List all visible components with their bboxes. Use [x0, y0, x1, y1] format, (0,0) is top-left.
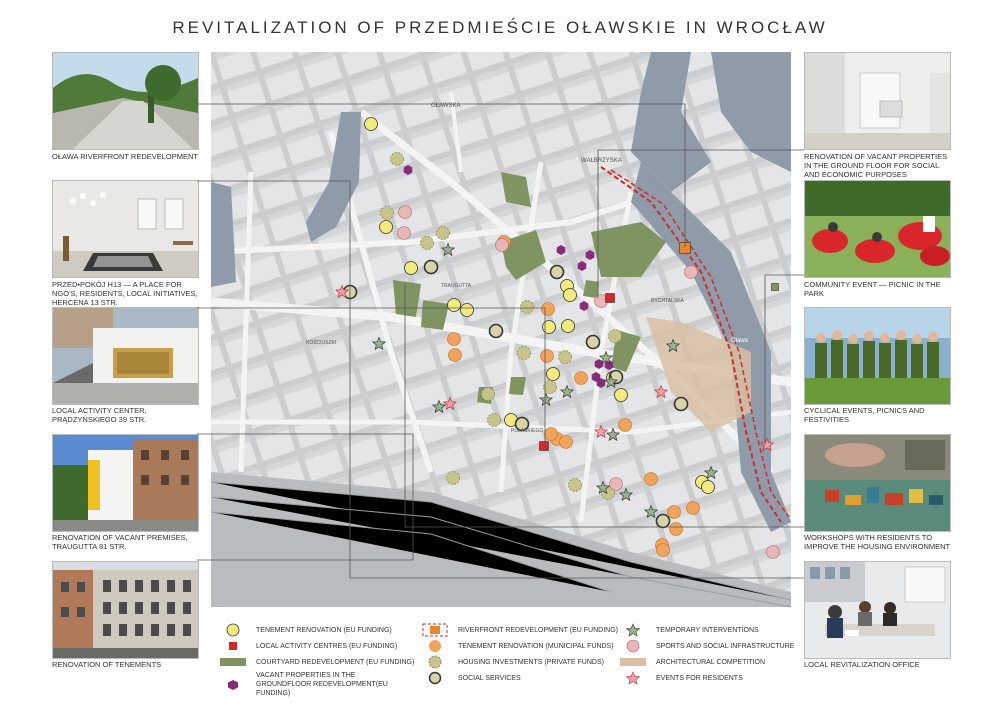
street-label-walbrzyska: WAŁBRZYSKA	[581, 158, 622, 164]
legend-label: ARCHITECTURAL COMPETITION	[656, 658, 766, 666]
street-label-traugutta: TRAUGUTTA	[441, 283, 472, 289]
legend-label: TEMPORARY INTERVENTIONS	[656, 626, 759, 634]
dark-ring-circle-icon	[422, 671, 448, 685]
street-label-kosciuszki: KOŚCIUSZKI	[306, 340, 337, 346]
caption-vacant-properties: RENOVATION OF VACANT PROPERTIES IN THE GROUND FLOOR FOR SOCIAL AND ECONOMIC PURPOSES	[804, 152, 948, 179]
caption-workshops: WORKSHOPS WITH RESIDENTS TO IMPROVE THE HOUSING ENVIRONMENT	[804, 533, 951, 551]
legend-label: SPORTS AND SOCIAL INFRASTRUCTURE	[656, 642, 795, 650]
caption-olawa-riverfront: OŁAWA RIVERFRONT REDEVELOPMENT	[52, 152, 198, 161]
legend-item	[220, 655, 414, 669]
legend-item	[220, 671, 410, 698]
orange-circle-icon	[422, 639, 448, 653]
street-label-rychtalska: RYCHTALSKA	[651, 298, 684, 304]
legend-label: TENEMENT RENOVATION (MUNICIPAL FUNDS)	[458, 642, 614, 650]
legend-label: SOCIAL SERVICES	[458, 674, 521, 682]
green-star-icon	[620, 623, 646, 637]
caption-traugutta: RENOVATION OF VACANT PREMISES, TRAUGUTTA 81 STR.	[52, 533, 188, 551]
legend-label: EVENTS FOR RESIDENTS	[656, 674, 743, 682]
legend-label: HOUSING INVESTMENTS (PRIVATE FUNDS)	[458, 658, 604, 666]
olive-dashed-circle-icon	[422, 655, 448, 669]
legend-item	[620, 671, 743, 685]
yellow-circle-icon	[220, 623, 246, 637]
river-label: Oława	[731, 338, 749, 344]
pink-circle-icon	[620, 639, 646, 653]
pink-star-icon	[620, 671, 646, 685]
purple-hexagon-icon	[220, 678, 246, 692]
legend-item	[220, 639, 397, 653]
legend-item	[422, 671, 521, 685]
legend-item	[620, 655, 765, 669]
legend-item	[422, 639, 614, 653]
legend-label: VACANT PROPERTIES IN THE GROUNDFLOOR REDEVELOPMENT(EU FUNDING)	[256, 672, 388, 697]
legend-label: RIVERFRONT REDEVELOPMENT (EU FUNDING)	[458, 626, 618, 634]
street-label-olawska: OŁAWSKA	[431, 103, 461, 109]
orange-square-dashed-icon	[422, 623, 448, 637]
caption-festivities: CYCLICAL EVENTS, PICNICS AND FESTIVITIES	[804, 406, 925, 424]
green-rect-icon	[220, 655, 246, 669]
legend-item	[422, 623, 618, 637]
legend-label: TENEMENT RENOVATION (EU FUNDING)	[256, 626, 392, 634]
caption-local-activity-center: LOCAL ACTIVITY CENTER, PRĄDZYŃSKIEGO 39 STR.	[52, 406, 147, 424]
caption-picnic: COMMUNITY EVENT — PICNIC IN THE PARK	[804, 280, 941, 298]
legend-item	[620, 639, 794, 653]
page-title: REVITALIZATION OF PRZEDMIEŚCIE OŁAWSKIE IN WROCŁAW	[172, 18, 828, 37]
legend-label: LOCAL ACTIVITY CENTRES (EU FUNDING)	[256, 642, 398, 650]
legend-label: COURTYARD REDEVELOPMENT (EU FUNDING)	[256, 658, 415, 666]
caption-revitalization-office: LOCAL REVITALIZATION OFFICE	[804, 660, 920, 669]
caption-tenements: RENOVATION OF TENEMENTS	[52, 660, 162, 669]
street-label-pulaskiego: PUŁASKIEGO	[511, 428, 544, 434]
red-square-icon	[220, 639, 246, 653]
caption-przed-pokoj: PRZED•POKÓJ H13 — A PLACE FOR NGO'S, RESIDENTS, LOCAL INITIATIVES, HERCENA 13 STR.	[52, 280, 198, 307]
legend-item	[620, 623, 759, 637]
legend-item	[422, 655, 604, 669]
legend-item	[220, 623, 392, 637]
tan-rect-icon	[620, 655, 646, 669]
